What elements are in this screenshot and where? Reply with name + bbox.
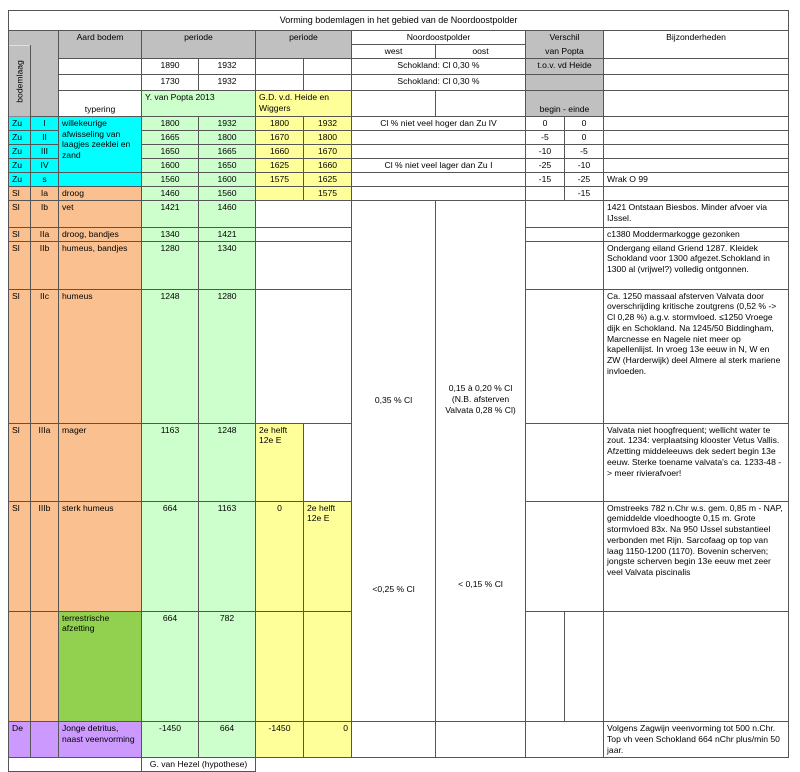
verschil-label-1: Verschil <box>549 32 580 43</box>
popta-einde: 1560 <box>199 186 256 200</box>
zu-typering: willekeurige afwisseling van laagjes zeeklei en zand <box>59 116 142 172</box>
popta-einde: 1421 <box>199 227 256 241</box>
verschil-einde: 0 <box>565 130 604 144</box>
popta-begin: 1248 <box>142 289 199 423</box>
heide-blank <box>256 200 352 227</box>
heide-einde <box>304 423 352 501</box>
heide-begin: 1660 <box>256 144 304 158</box>
num-cell: IIIb <box>31 501 59 611</box>
popta-begin: 1650 <box>142 144 199 158</box>
verschil-begin: 0 <box>526 116 565 130</box>
heide-einde: 1800 <box>304 130 352 144</box>
ref-2-schokland: Schokland: Cl 0,30 % <box>352 74 526 90</box>
heide-einde: 2e helft 12e E <box>304 501 352 611</box>
popta-einde: 1650 <box>199 158 256 172</box>
code-cell: Zu <box>9 158 31 172</box>
code-cell: De <box>9 722 31 758</box>
ref-2-h2 <box>304 74 352 90</box>
bij-cell: c1380 Moddermarkogge gezonken <box>604 227 789 241</box>
typ-cell: humeus, bandjes <box>59 241 142 289</box>
heide-einde: 1670 <box>304 144 352 158</box>
ref-1-bij <box>604 58 789 74</box>
zu-cl-high: Cl % niet veel hoger dan Zu IV <box>352 116 526 130</box>
header-oost: oost <box>436 45 526 59</box>
ref-2-verschil-blank <box>526 74 604 90</box>
heide-einde <box>304 611 352 721</box>
header-heide: G.D. v.d. Heide en Wiggers <box>256 90 352 116</box>
num-cell: Ia <box>31 186 59 200</box>
popta-begin: 1421 <box>142 200 199 227</box>
code-cell: Zu <box>9 144 31 158</box>
cl-blank <box>352 172 526 186</box>
heide-einde: 1575 <box>304 186 352 200</box>
header-bijzonderheden: Bijzonderheden <box>604 31 789 45</box>
popta-begin: 664 <box>142 611 199 721</box>
popta-begin: 1560 <box>142 172 199 186</box>
code-cell: Sl <box>9 289 31 423</box>
cl-west-iic <box>352 200 436 721</box>
bij-cell: Wrak O 99 <box>604 172 789 186</box>
num-cell: Ib <box>31 200 59 227</box>
num-cell <box>31 722 59 758</box>
bij-cell <box>604 186 789 200</box>
verschil-blank <box>526 501 604 611</box>
heide-begin: -1450 <box>256 722 304 758</box>
verschil-begin <box>526 186 565 200</box>
ref-1-schokland: Schokland: Cl 0,30 % <box>352 58 526 74</box>
bij-cell <box>604 158 789 172</box>
cl-oost-iic-text: 0,15 à 0,20 % Cl (N.B. afsterven Valvata 0,28 % Cl) <box>445 383 516 415</box>
popta-begin: -1450 <box>142 722 199 758</box>
bodemlaag-label: bodemlaag <box>14 59 25 103</box>
ref-2-a: 1730 <box>142 74 199 90</box>
heide-blank <box>256 289 352 423</box>
verschil-blank <box>526 227 604 241</box>
num-cell: IIIa <box>31 423 59 501</box>
heide-begin <box>256 611 304 721</box>
typ-cell: droog, bandjes <box>59 227 142 241</box>
verschil-einde: -25 <box>565 172 604 186</box>
cl-oost-blank <box>436 722 526 758</box>
header-blank <box>9 31 59 45</box>
popta-begin: 1665 <box>142 130 199 144</box>
heide-begin: 1800 <box>256 116 304 130</box>
bij-cell: Valvata niet hoogfrequent; wellicht water te zout. 1234: verplaatsing klooster Vetus Vallis. Afzetting middeleeuws dek sedert begin 13e eeuw. Sterke toename valvata's ca. 1233-48 -> meer rivierafvoer! <box>604 423 789 501</box>
typering-row <box>9 90 789 116</box>
verschil-begin: -15 <box>526 172 565 186</box>
verschil-einde: -5 <box>565 144 604 158</box>
code-cell: Zu <box>9 116 31 130</box>
heide-einde: 1625 <box>304 172 352 186</box>
num-cell: IIc <box>31 289 59 423</box>
footer-row <box>9 758 789 772</box>
footer-blank-right <box>256 758 789 772</box>
header-bij-blank <box>604 45 789 59</box>
ref-1-h2 <box>304 58 352 74</box>
popta-begin: 1460 <box>142 186 199 200</box>
popta-einde: 1800 <box>199 130 256 144</box>
cl-blank <box>352 144 526 158</box>
ref-2-b: 1932 <box>199 74 256 90</box>
popta-begin: 1340 <box>142 227 199 241</box>
code-cell: Sl <box>9 200 31 227</box>
header-aard-bodem: Aard bodem <box>59 31 142 45</box>
table-title: Vorming bodemlagen in het gebied van de Noordoostpolder <box>9 11 789 31</box>
code-cell <box>9 611 31 721</box>
num-cell: III <box>31 144 59 158</box>
cl-oost-blank <box>565 611 604 721</box>
verschil-blank <box>526 241 604 289</box>
num-cell <box>31 611 59 721</box>
header-noordoostpolder: Noordoostpolder <box>352 31 526 45</box>
cl-blank <box>352 186 526 200</box>
typ-cell: droog <box>59 186 142 200</box>
verschil-einde: -10 <box>565 158 604 172</box>
code-cell: Sl <box>9 186 31 200</box>
ref-2-h1 <box>256 74 304 90</box>
popta-einde: 664 <box>199 722 256 758</box>
bij-cell <box>604 130 789 144</box>
verschil-blank <box>526 722 604 758</box>
code-cell: Zu <box>9 130 31 144</box>
header-p1-blank <box>142 45 256 59</box>
num-cell: I <box>31 116 59 130</box>
spreadsheet <box>8 10 788 772</box>
typ-bij-blank <box>604 90 789 116</box>
header-begin-einde: begin - einde <box>526 90 604 116</box>
header-tov-heide: t.o.v. vd Heide <box>526 58 604 74</box>
bij-cell: 1421 Ontstaan Biesbos. Minder afvoer via IJssel. <box>604 200 789 227</box>
popta-einde: 1932 <box>199 116 256 130</box>
bij-cell: Volgens Zagwijn veenvorming tot 500 n.Chr. Top vh veen Schokland 664 nChr plus/min 50 jaar. <box>604 722 789 758</box>
typ-west-blank <box>352 90 436 116</box>
header-periode-2: periode <box>256 31 352 45</box>
popta-begin: 664 <box>142 501 199 611</box>
verschil-einde: -15 <box>565 186 604 200</box>
verschil-begin: -25 <box>526 158 565 172</box>
typ-cell: humeus <box>59 289 142 423</box>
code-cell: Sl <box>9 501 31 611</box>
popta-einde: 782 <box>199 611 256 721</box>
popta-einde: 1163 <box>199 501 256 611</box>
header-row-2 <box>9 45 789 59</box>
verschil-blank <box>526 423 604 501</box>
table-row <box>9 116 789 130</box>
header-typering: typering <box>59 90 142 116</box>
ref-row-1 <box>9 58 789 74</box>
ref2-aard-blank <box>59 74 142 90</box>
header-popta: Y. van Popta 2013 <box>142 90 256 116</box>
footer-blank <box>9 758 142 772</box>
popta-einde: 1280 <box>199 289 256 423</box>
verschil-blank <box>604 611 789 721</box>
header-west: west <box>352 45 436 59</box>
cl-west-iiib-text: <0,25 % Cl <box>372 583 415 594</box>
title-row <box>9 11 789 31</box>
bij-cell: Omstreeks 782 n.Chr w.s. gem. 0,85 m - NAP, gemiddelde vloedhoogte 0,15 m. Grote stormvloed 83x. Na 950 IJssel substantieel verbonden met Rijn. Sarcofaag op top van laag 1150-1200 (1170). Bovenin scherven; jongste scherven begin 13e eeuw met zeer veel Valvata piscinalis <box>604 501 789 611</box>
ref-1-a: 1890 <box>142 58 199 74</box>
popta-einde: 1248 <box>199 423 256 501</box>
header-aard-blank <box>59 45 142 59</box>
popta-begin: 1800 <box>142 116 199 130</box>
heide-begin: 1670 <box>256 130 304 144</box>
popta-begin: 1280 <box>142 241 199 289</box>
header-code-blank <box>31 45 59 117</box>
header-p2-blank <box>256 45 352 59</box>
zu-cl-low: Cl % niet veel lager dan Zu I <box>352 158 526 172</box>
heide-begin <box>256 186 304 200</box>
typ-cell: sterk humeus <box>59 501 142 611</box>
popta-begin: 1163 <box>142 423 199 501</box>
heide-begin: 1625 <box>256 158 304 172</box>
num-cell: IIb <box>31 241 59 289</box>
header-verschil <box>526 31 604 45</box>
bij-cell <box>604 116 789 130</box>
popta-einde: 1665 <box>199 144 256 158</box>
header-bodemlaag <box>9 45 31 117</box>
ref-aard-blank <box>59 58 142 74</box>
verschil-begin: -10 <box>526 144 565 158</box>
popta-begin: 1600 <box>142 158 199 172</box>
hezel-label: G. van Hezel (hypothese) <box>142 758 256 772</box>
cl-west-blank <box>526 611 565 721</box>
heide-begin: 0 <box>256 501 304 611</box>
heide-begin: 1575 <box>256 172 304 186</box>
cl-blank <box>352 130 526 144</box>
header-van-popta: van Popta <box>526 45 604 59</box>
popta-einde: 1340 <box>199 241 256 289</box>
num-cell: II <box>31 130 59 144</box>
heide-einde: 0 <box>304 722 352 758</box>
table-row <box>9 200 789 227</box>
num-cell: IV <box>31 158 59 172</box>
code-cell: Sl <box>9 227 31 241</box>
header-periode-1: periode <box>142 31 256 45</box>
popta-einde: 1460 <box>199 200 256 227</box>
popta-einde: 1600 <box>199 172 256 186</box>
num-cell: s <box>31 172 59 186</box>
heide-blank <box>256 227 352 241</box>
verschil-begin: -5 <box>526 130 565 144</box>
cl-west-blank <box>352 722 436 758</box>
typ-blank <box>59 172 142 186</box>
cl-oost-iiib-text: < 0,15 % Cl <box>458 579 503 590</box>
cl-west-iic-text: 0,35 % Cl <box>374 394 413 405</box>
typ-oost-blank <box>436 90 526 116</box>
heide-einde: 1660 <box>304 158 352 172</box>
ref-1-b: 1932 <box>199 58 256 74</box>
bij-cell: Ondergang eiland Griend 1287. Kleidek Schokland voor 1300 afgezet.Schokland in 1300 al (vrijwel?) volledig ontgonnen. <box>604 241 789 289</box>
cl-oost-iic <box>436 200 526 721</box>
typ-cell: mager <box>59 423 142 501</box>
verschil-einde: 0 <box>565 116 604 130</box>
typ-cell: Jonge detritus, naast veenvorming <box>59 722 142 758</box>
heide-einde: 1932 <box>304 116 352 130</box>
typ-cell: vet <box>59 200 142 227</box>
header-row-1 <box>9 31 789 45</box>
heide-blank <box>256 241 352 289</box>
code-cell: Sl <box>9 423 31 501</box>
ref-2-bij <box>604 74 789 90</box>
table-row <box>9 722 789 758</box>
ref-row-2 <box>9 74 789 90</box>
verschil-blank <box>526 289 604 423</box>
bodemlagen-table <box>8 10 789 772</box>
heide-begin: 2e helft 12e E <box>256 423 304 501</box>
bij-cell <box>604 144 789 158</box>
ref-1-h1 <box>256 58 304 74</box>
typ-cell: terrestrische afzetting <box>59 611 142 721</box>
table-row <box>9 186 789 200</box>
code-cell: Sl <box>9 241 31 289</box>
verschil-blank <box>526 200 604 227</box>
code-cell: Zu <box>9 172 31 186</box>
bij-cell: Ca. 1250 massaal afsterven Valvata door overschrijding kritische zoutgrens (0,52 % -> Cl 0,28 %) a.g.v. stormvloed. ≤1250 Vroege dijk en Schokland. Na 1245/50 Biddingham, Marcnesse en Nagele niet meer op kapellenlijst. In vroeg 13e eeuw in N, W en ZW (Harderwijk) deel Almere al sterk mariene invloeden. <box>604 289 789 423</box>
num-cell: IIa <box>31 227 59 241</box>
table-row <box>9 172 789 186</box>
